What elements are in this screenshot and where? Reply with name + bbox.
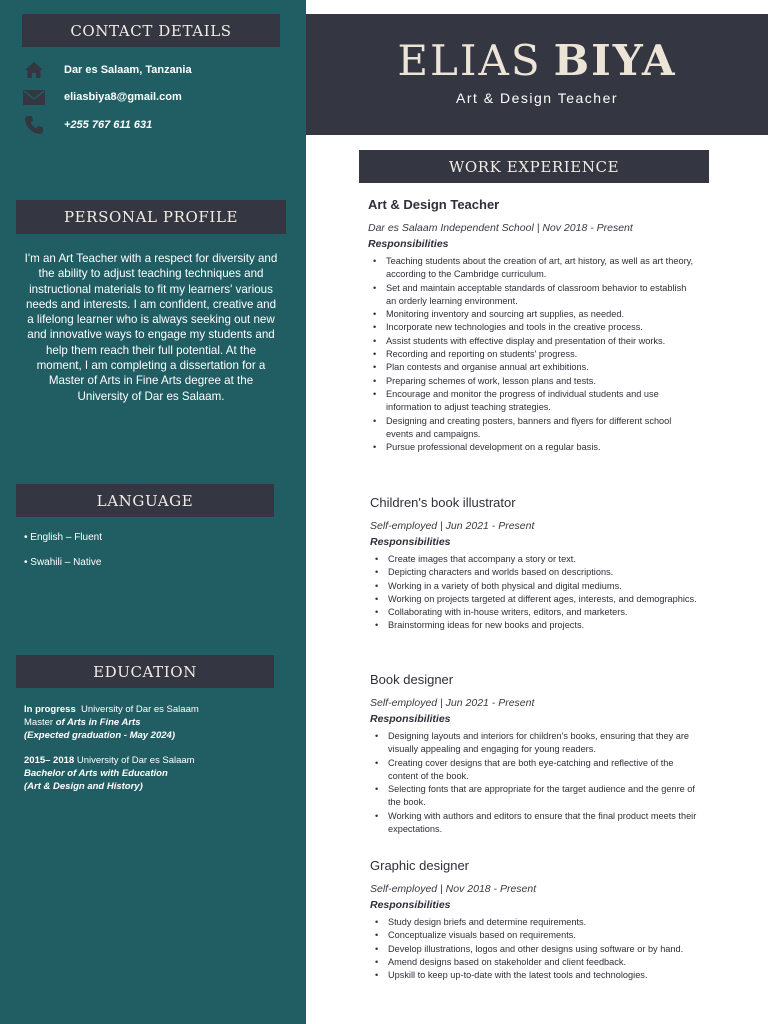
list-item: • Set and maintain acceptable standards of classroom behavior to establish an orderly learning environment. bbox=[368, 282, 698, 309]
education-period: In progress bbox=[24, 704, 76, 715]
phone-icon bbox=[22, 115, 46, 135]
list-item: • Working with authors and editors to ensure that the final product meets their expectations. bbox=[370, 810, 700, 837]
education-degree-prefix: Master bbox=[24, 717, 56, 729]
full-name bbox=[306, 36, 768, 85]
phone-text: +255 767 611 631 bbox=[64, 119, 153, 131]
location-text: Dar es Salaam, Tanzania bbox=[64, 64, 192, 76]
job-entry bbox=[370, 495, 700, 633]
list-item: • Depicting characters and worlds based on descriptions. bbox=[370, 566, 700, 579]
list-item: • Working in a variety of both physical and digital mediums. bbox=[370, 580, 700, 593]
education-note: (Expected graduation - May 2024) bbox=[24, 730, 175, 742]
profile-heading: PERSONAL PROFILE bbox=[16, 200, 286, 234]
responsibility-list bbox=[370, 730, 700, 836]
education-period: 2015– 2018 bbox=[24, 755, 75, 766]
job-meta: Self-employed | Jun 2021 - Present bbox=[370, 520, 535, 532]
education-school: University of Dar es Salaam bbox=[76, 755, 195, 766]
list-item: • Monitoring inventory and sourcing art supplies, as needed. bbox=[368, 308, 698, 321]
job-title: Graphic designer bbox=[370, 858, 469, 873]
list-item: • Upskill to keep up-to-date with the latest tools and technologies. bbox=[370, 969, 700, 982]
list-item: • Conceptualize visuals based on requirements. bbox=[370, 929, 700, 942]
list-item: • Preparing schemes of work, lesson plans and tests. bbox=[368, 375, 698, 388]
responsibilities-label: Responsibilities bbox=[368, 238, 449, 250]
job-meta: Self-employed | Jun 2021 - Present bbox=[370, 697, 535, 709]
job-title: Art & Design Teacher bbox=[368, 197, 500, 212]
language-item: • English – Fluent bbox=[24, 532, 102, 543]
list-item: • Pursue professional development on a regular basis. bbox=[368, 441, 698, 454]
envelope-icon bbox=[22, 87, 46, 107]
list-item: • Develop illustrations, logos and other designs using software or by hand. bbox=[370, 943, 700, 956]
job-entry bbox=[368, 197, 698, 454]
responsibilities-label: Responsibilities bbox=[370, 536, 451, 548]
responsibilities-label: Responsibilities bbox=[370, 899, 451, 911]
list-item: • Collaborating with in-house writers, editors, and marketers. bbox=[370, 606, 700, 619]
work-heading: WORK EXPERIENCE bbox=[359, 150, 709, 183]
responsibilities-label: Responsibilities bbox=[370, 713, 451, 725]
contact-heading: CONTACT DETAILS bbox=[22, 14, 280, 47]
education-entry bbox=[24, 754, 294, 794]
list-item: • Plan contests and organise annual art exhibitions. bbox=[368, 361, 698, 374]
list-item: • Designing layouts and interiors for children's books, ensuring that they are visually appealing and engaging for young readers. bbox=[370, 730, 700, 757]
education-note: (Art & Design and History) bbox=[24, 781, 143, 793]
education-school: University of Dar es Salaam bbox=[81, 704, 199, 715]
language-item: • Swahili – Native bbox=[24, 557, 102, 568]
job-meta: Dar es Salaam Independent School | Nov 2018 - Present bbox=[368, 222, 633, 234]
list-item: • Incorporate new technologies and tools in the creative process. bbox=[368, 321, 698, 334]
responsibility-list bbox=[368, 255, 698, 454]
job-entry bbox=[370, 672, 700, 836]
list-item: • Selecting fonts that are appropriate for the target audience and the genre of the book. bbox=[370, 783, 700, 810]
education-degree: Bachelor of Arts with Education bbox=[24, 768, 168, 780]
responsibility-list bbox=[370, 553, 700, 633]
name-header bbox=[306, 14, 768, 135]
education-entry bbox=[24, 703, 294, 743]
list-item: • Create images that accompany a story or text. bbox=[370, 553, 700, 566]
list-item: • Designing and creating posters, banners and flyers for different school events and campaigns. bbox=[368, 415, 698, 442]
job-title: Book designer bbox=[370, 672, 454, 687]
profile-text: I'm an Art Teacher with a respect for diversity and the ability to adjust teaching techniques and instructional materials to fit my learners' various needs and interests. I am confident, creative and a lifelong learner who is always seeking out new and innovative ways to engage my students and help them reach their full potential. At the moment, I am completing a dissertation for a Master of Arts in Fine Arts degree at the University of Dar es Salaam. bbox=[24, 252, 278, 403]
job-meta: Self-employed | Nov 2018 - Present bbox=[370, 883, 537, 895]
language-heading: LANGUAGE bbox=[16, 484, 274, 517]
home-icon bbox=[22, 60, 46, 80]
job-title: Children's book illustrator bbox=[370, 495, 516, 510]
list-item: • Brainstorming ideas for new books and projects. bbox=[370, 619, 700, 632]
responsibility-list bbox=[370, 916, 700, 982]
contact-location bbox=[22, 60, 192, 80]
education-heading: EDUCATION bbox=[16, 655, 274, 688]
email-link[interactable]: eliasbiya8@gmail.com bbox=[64, 91, 182, 103]
list-item: • Amend designs based on stakeholder and client feedback. bbox=[370, 956, 700, 969]
education-degree: of Arts in Fine Arts bbox=[55, 717, 141, 729]
list-item: • Teaching students about the creation of art, art history, as well as art theory, according to the Cambridge curriculum. bbox=[368, 255, 698, 282]
list-item: • Assist students with effective display and presentation of their works. bbox=[368, 335, 698, 348]
first-name: ELIAS bbox=[397, 36, 542, 85]
contact-phone bbox=[22, 115, 152, 135]
list-item: • Encourage and monitor the progress of individual students and use information to adjust teaching strategies. bbox=[368, 388, 698, 415]
sidebar bbox=[0, 0, 306, 1024]
contact-email bbox=[22, 87, 182, 107]
list-item: • Recording and reporting on students' progress. bbox=[368, 348, 698, 361]
role-subtitle: Art & Design Teacher bbox=[455, 90, 619, 106]
list-item: • Working on projects targeted at different ages, interests, and demographics. bbox=[370, 593, 700, 606]
last-name: BIYA bbox=[553, 36, 677, 85]
list-item: • Study design briefs and determine requirements. bbox=[370, 916, 700, 929]
list-item: • Creating cover designs that are both eye-catching and reflective of the content of the book. bbox=[370, 757, 700, 784]
job-entry bbox=[370, 858, 700, 982]
